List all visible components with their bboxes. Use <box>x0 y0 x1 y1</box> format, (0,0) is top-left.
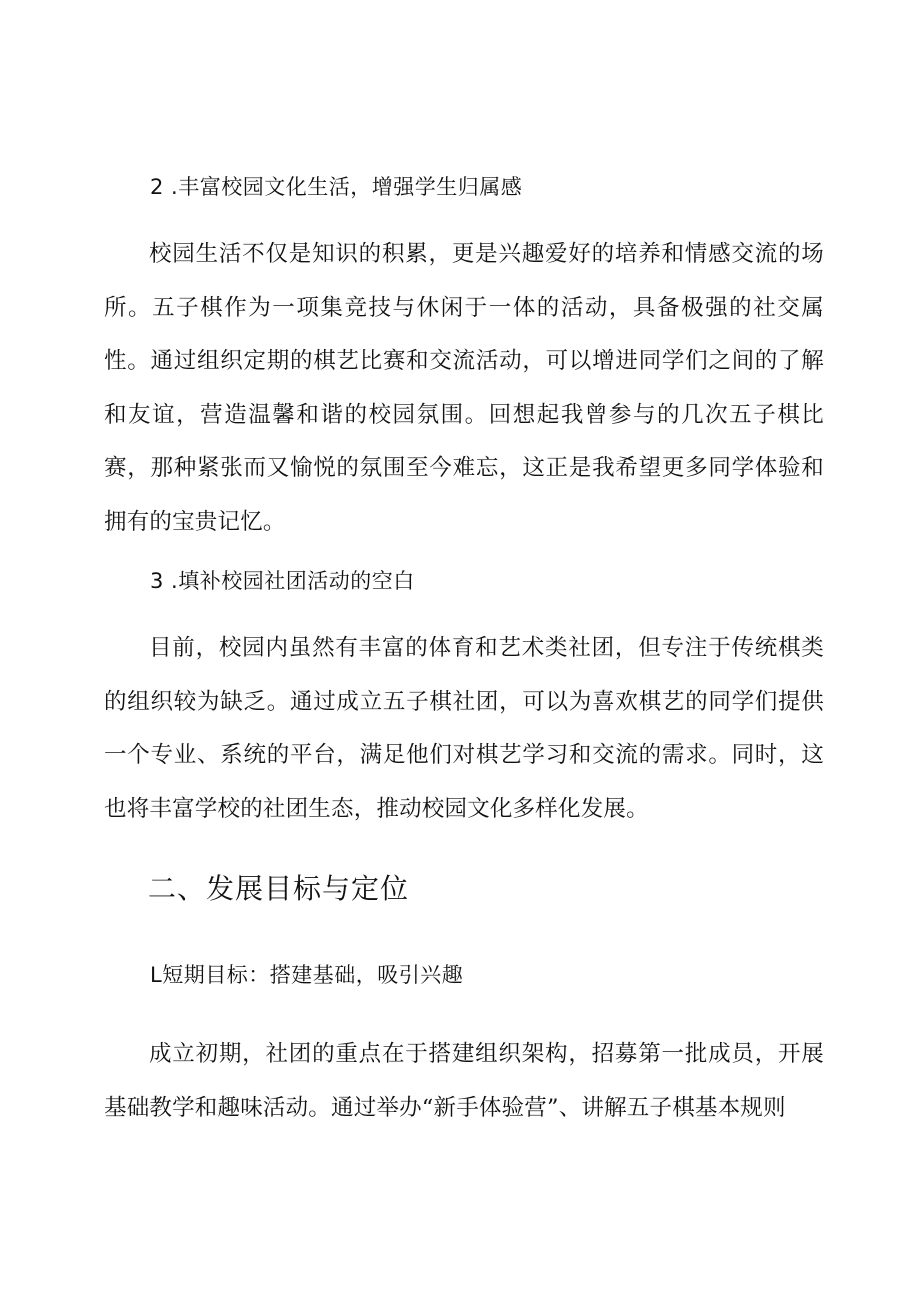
section-2-paragraph: 校园生活不仅是知识的积累，更是兴趣爱好的培养和情感交流的场所。五子棋作为一项集竞技与休闲于一体的活动，具备极强的社交属性。通过组织定期的棋艺比赛和交流活动，可以增进同学们之间的了解和友谊，营造温馨和谐的校园氛围。回想起我曾参与的几次五子棋比赛，那种紧张而又愉悦的氛围至今难忘，这正是我希望更多同学体验和拥有的宝贵记忆。 <box>104 241 824 535</box>
short-term-goal-paragraph: 成立初期，社团的重点在于搭建组织架构，招募第一批成员，开展基础教学和趣味活动。通过举办“新手体验营”、讲解五子棋基本规则 <box>104 1041 824 1121</box>
short-term-goal-heading: L短期目标：搭建基础，吸引兴趣 <box>150 963 464 987</box>
section-3-paragraph: 目前，校园内虽然有丰富的体育和艺术类社团，但专注于传统棋类的组织较为缺乏。通过成立五子棋社团，可以为喜欢棋艺的同学们提供一个专业、系统的平台，满足他们对棋艺学习和交流的需求。同时，这也将丰富学校的社团生态，推动校园文化多样化发展。 <box>104 635 824 822</box>
chapter-2-heading: 二、发展目标与定位 <box>148 872 410 905</box>
section-3-heading: 3 .填补校园社团活动的空白 <box>150 569 415 593</box>
section-2-heading: 2 .丰富校园文化生活，增强学生归属感 <box>150 175 523 199</box>
